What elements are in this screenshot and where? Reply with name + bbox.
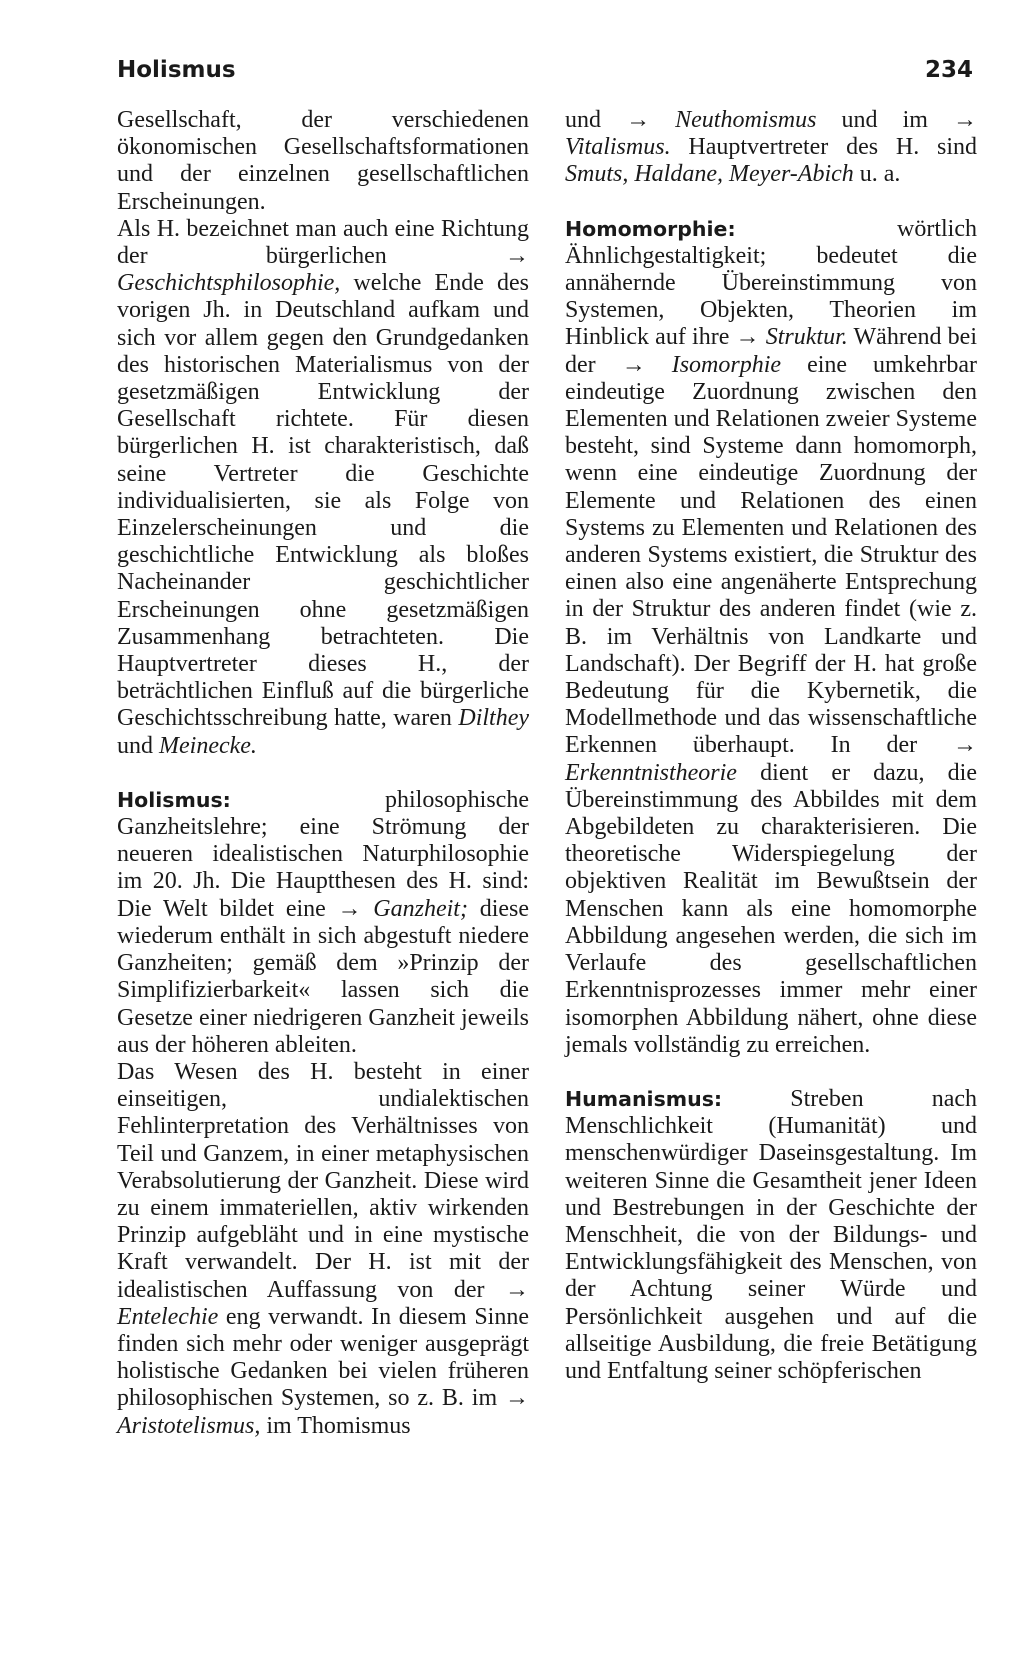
entry-homomorphie [565,216,977,1059]
page-header [117,52,973,88]
entry-gap [117,760,529,787]
cross-reference-arrow-icon: → [505,243,529,270]
text-segment: diese wiederum enthält in sich abgestuft niedere Ganzheiten; gemäß dem »Prinzip der Simplifizierbarkeit« lassen sich die Gesetze einer niedrigeren Ganzheit jeweils aus der höheren ableiten. [117,895,530,1058]
cross-reference-link[interactable]: Vitalismus. [565,134,671,161]
cross-reference-link[interactable]: Geschichtsphilosophie, [117,270,341,297]
text-segment: Während bei der [565,324,977,378]
text-segment: Streben nach Menschlichkeit (Humanität) und menschenwürdiger Daseinsgestaltung. Im weiteren Sinne die Gesamtheit jener Ideen und Bestrebungen in der Geschichte der Menschheit, die von der Bildungs- und Entwicklungsfähigkeit des Menschen, von der Achtung seiner Würde und Persönlichkeit ausgehen und auf die allseitige Ausbildung, die freie Betätigung und Entfaltung seiner schöpferischen [565,1085,977,1384]
entry-term: Humanismus: [565,1086,723,1111]
cross-reference-arrow-icon: → [953,107,977,133]
paragraph-geschichtsphilosophie [117,216,529,760]
cross-reference-link[interactable]: Entelechie [117,1303,219,1330]
author-names: Smuts, Haldane, Meyer-Abich [565,161,854,188]
text-segment: eng verwandt. In diesem Sinne finden sich mehr oder weniger ausgeprägt holistische Gedanken bei vielen früheren philosophischen Systemen, so z. B. im [117,1303,529,1412]
entry-gap [565,189,977,216]
running-head: Holismus [117,57,236,83]
cross-reference-link[interactable]: Struktur. [765,324,848,351]
cross-reference-link[interactable]: Isomorphie [671,351,782,378]
text-segment: Das Wesen des H. besteht in einer einseitigen, undialektischen Fehlinterpretation des Verhältnisses von Teil und Ganzem, in einer metaphysischen Verabsolutierung der Ganzheit. Diese wird zu einem immateriellen, aktiv wirkenden Prinzip aufgebläht und in eine mystische Kraft verwandelt. Der H. ist mit der idealistischen Auffassung von der [117,1058,529,1303]
text-segment: und [565,107,601,133]
text-segment: Hauptvertreter des H. sind [670,134,977,161]
paragraph-gesellschaft: Gesellschaft, der verschiedenen ökonomischen Gesellschaftsformationen und der einzelnen gesellschaftlichen Erscheinungen. [117,107,529,215]
entry-humanismus [565,1086,977,1385]
page-number: 234 [924,57,973,83]
text-segment: eine umkehrbar eindeutige Zuordnung zwischen den Elementen und Relationen zweier Systeme besteht, sind Systeme dann homomorph, wenn eine eindeutige Zuordnung der Elemente und Relationen des einen Systems zu Elementen und Relationen des anderen Systems existiert, die Struktur des einen also eine angenäherte Entsprechung in der Struktur des anderen findet (wie z. B. im Verhältnis von Landkarte und Landschaft). Der Begriff der H. hat große Bedeutung für die Kybernetik, die Modellmethode und das wissenschaftliche Erkennen überhaupt. In der [565,351,978,759]
text-segment: und im [816,107,928,133]
cross-reference-arrow-icon: → [505,1276,530,1303]
cross-reference-arrow-icon: → [626,107,651,133]
cross-reference-link[interactable]: Erkenntnistheorie [565,759,737,786]
cross-reference-arrow-icon: → [735,324,760,351]
text-segment: Als H. bezeichnet man auch eine Richtung der bürgerlichen [117,215,529,270]
text-segment: philosophische Ganzheitslehre; eine Strömung der neueren idealistischen Naturphilosophie im 20. Jh. Die Hauptthesen des H. sind: Die Welt bildet eine [117,786,529,922]
text-segment: wörtlich Ähnlichgestaltigkeit; bedeutet die annähernde Übereinstimmung von Systemen, Objekten, Theorien im Hinblick auf ihre [565,215,977,351]
author-name: Dilthey [458,705,529,732]
cross-reference-arrow-icon: → [621,351,646,378]
paragraph-wesen [117,1059,529,1440]
text-segment: dient er dazu, die Übereinstimmung des Abbildes mit dem Abgebildeten zu charakterisieren. Die theoretische Widerspiegelung der objektiven Realität im Bewußtsein der Menschen kann als eine homomorphe Abbildung angesehen werden, die sich im Verlaufe des gesellschaftlichen Erkenntnisprozesses immer mehr einer isomorphen Abbildung nähert, ohne diese jemals vollständig zu erreichen. [565,759,977,1058]
cross-reference-link[interactable]: Ganzheit; [373,895,468,922]
entry-holismus [117,787,529,1059]
text-segment: im Thomismus [260,1412,411,1439]
entry-term: Holismus: [117,787,231,812]
text-segment: u. a. [853,161,901,188]
cross-reference-arrow-icon: → [505,1385,529,1412]
right-column [565,107,977,1385]
cross-reference-arrow-icon: → [337,895,362,922]
cross-reference-link[interactable]: Neuthomismus [675,107,817,133]
entry-term: Homomorphie: [565,216,736,241]
author-name: Meinecke. [159,732,257,759]
paragraph-neuthomismus [565,107,977,189]
cross-reference-arrow-icon: → [953,732,977,759]
entry-gap [565,1059,977,1086]
left-column [117,107,529,1440]
cross-reference-link[interactable]: Aristotelismus, [117,1412,261,1439]
text-segment: welche Ende des vorigen Jh. in Deutschland aufkam und sich vor allem gegen den Grundgedanken des historischen Materialismus von der gesetzmäßigen Entwicklung der Gesellschaft richtete. Für diesen bürgerlichen H. ist charakteristisch, daß seine Vertreter die Geschichte individualisierten, sie als Folge von Einzelerscheinungen und die geschichtliche Entwicklung als bloßes Nacheinander geschichtlicher Erscheinungen ohne gesetzmäßigen Zusammenhang betrachteten. Die Hauptvertreter dieses H., der beträchtlichen Einfluß auf die bürgerliche Geschichtsschreibung hatte, waren [117,270,529,732]
text-segment: und [117,732,159,759]
